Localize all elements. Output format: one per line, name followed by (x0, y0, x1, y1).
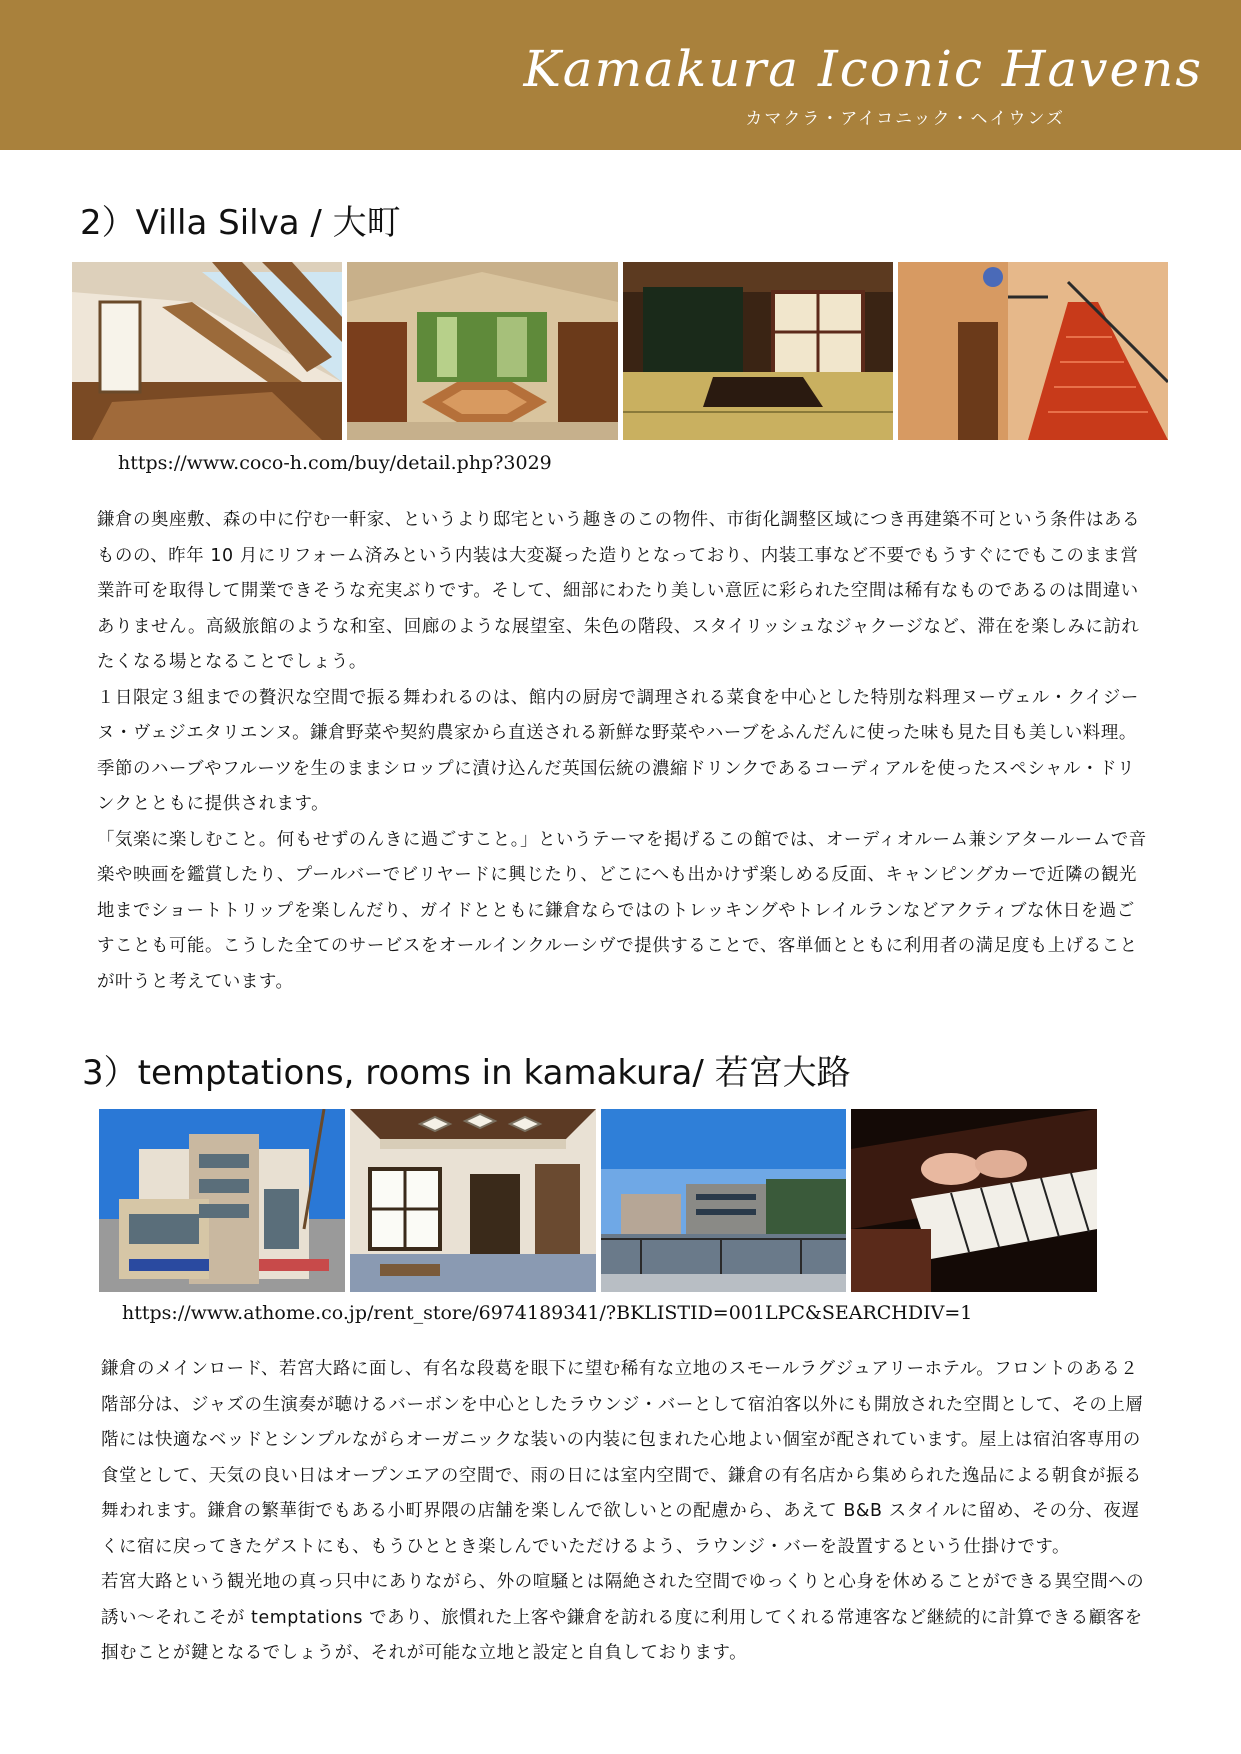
photo-rooftop-view (601, 1109, 846, 1292)
temptations-paragraph: 鎌倉のメインロード、若宮大路に面し、有名な段葛を眼下に望む稀有な立地のスモールラグジュアリーホテル。フロントのある２階部分は、ジャズの生演奏が聴けるバーボンを中心としたラウンジ・バーとして宿泊客以外にも開放された空間として、その上層階には快適なベッドとシンプルながらオーガニックな装いの内装に包まれた心地よい個室が配されています。屋上は宿泊客専用の食堂として、天気の良い日はオープンエアの空間で、雨の日には室内空間で、鎌倉の有名店から集められた逸品による朝食が振る舞われます。鎌倉の繁華街でもある小町界隈の店舗を楽しんで欲しいとの配慮から、あえて B&B スタイルに留め、その分、夜遅くに宿に戻ってきたゲストにも、もうひととき楽しんでいただけるよう、ラウンジ・バーを設置するという仕掛けです。 (101, 1359, 1144, 1557)
villa-silva-photo-row (72, 262, 1168, 440)
photo-jacuzzi-room (347, 262, 618, 440)
temptations-description (101, 1352, 1151, 1672)
photo-building-exterior (99, 1109, 345, 1292)
temptations-paragraph: 若宮大路という観光地の真っ只中にありながら、外の喧騒とは隔絶された空間でゆっくりと心身を休めることができる異空間への誘い～それこそが temptations であり、旅慣れた上客や鎌倉を訪れる度に利用してくれる常連客など継続的に計算できる顧客を掴むことが鍵となるでしょうが、それが可能な立地と設定と自負しております。 (101, 1572, 1145, 1663)
villa-silva-paragraph: 「気楽に楽しむこと。何もせずのんきに過ごすこと。」というテーマを掲げるこの館では、オーディオルーム兼シアタールームで音楽や映画を鑑賞したり、プールバーでビリヤードに興じたり、どこにへも出かけず楽しめる反面、キャンピングカーで近隣の観光地までショートトリップを楽しんだり、ガイドとともに鎌倉ならではのトレッキングやトレイルランなどアクティブな休日を過ごすことも可能。こうした全てのサービスをオールインクルーシヴで提供することで、客単価とともに利用者の満足度も上げることが叶うと考えています。 (97, 829, 1147, 992)
section-title-villa-silva: 2）Villa Silva / 大町 (80, 203, 401, 243)
photo-red-staircase (898, 262, 1168, 440)
section-title-temptations: 3）temptations, rooms in kamakura/ 若宮大路 (82, 1053, 851, 1093)
photo-tatami-room (623, 262, 893, 440)
header-band (0, 0, 1241, 150)
photo-attic-room (72, 262, 342, 440)
villa-silva-paragraph: １日限定３組までの贅沢な空間で振る舞われるのは、館内の厨房で調理される菜食を中心とした特別な料理ヌーヴェル・クイジーヌ・ヴェジエタリエンヌ。鎌倉野菜や契約農家から直送される新鮮な野菜やハーブをふんだんに使った味も見た目も美しい料理。季節のハーブやフルーツを生のままシロップに漬け込んだ英国伝統の濃縮ドリンクであるコーディアルを使ったスペシャル・ドリンクとともに提供されます。 (97, 687, 1139, 814)
temptations-url[interactable]: https://www.athome.co.jp/rent_store/6974189341/?BKLISTID=001LPC&SEARCHDIV=1 (122, 1302, 973, 1324)
brand-title: Kamakura Iconic Havens (523, 40, 1203, 98)
villa-silva-url[interactable]: https://www.coco-h.com/buy/detail.php?3029 (118, 452, 552, 474)
temptations-photo-row (99, 1109, 1097, 1292)
photo-interior-room (350, 1109, 596, 1292)
photo-piano-player (851, 1109, 1097, 1292)
brand-kana: カマクラ・アイコニック・ヘイウンズ (745, 109, 1065, 129)
villa-silva-description (97, 503, 1147, 1000)
villa-silva-paragraph: 鎌倉の奥座敷、森の中に佇む一軒家、というより邸宅という趣きのこの物件、市街化調整区域につき再建築不可という条件はあるものの、昨年 10 月にリフォーム済みという内装は大変凝った造りとなっており、内装工事など不要でもうすぐにでもこのまま営業許可を取得して開業できそうな充実ぶりです。そして、細部にわたり美しい意匠に彩られた空間は稀有なものであるのは間違いありません。高級旅館のような和室、回廊のような展望室、朱色の階段、スタイリッシュなジャクージなど、滞在を楽しみに訪れたくなる場となることでしょう。 (97, 510, 1141, 672)
